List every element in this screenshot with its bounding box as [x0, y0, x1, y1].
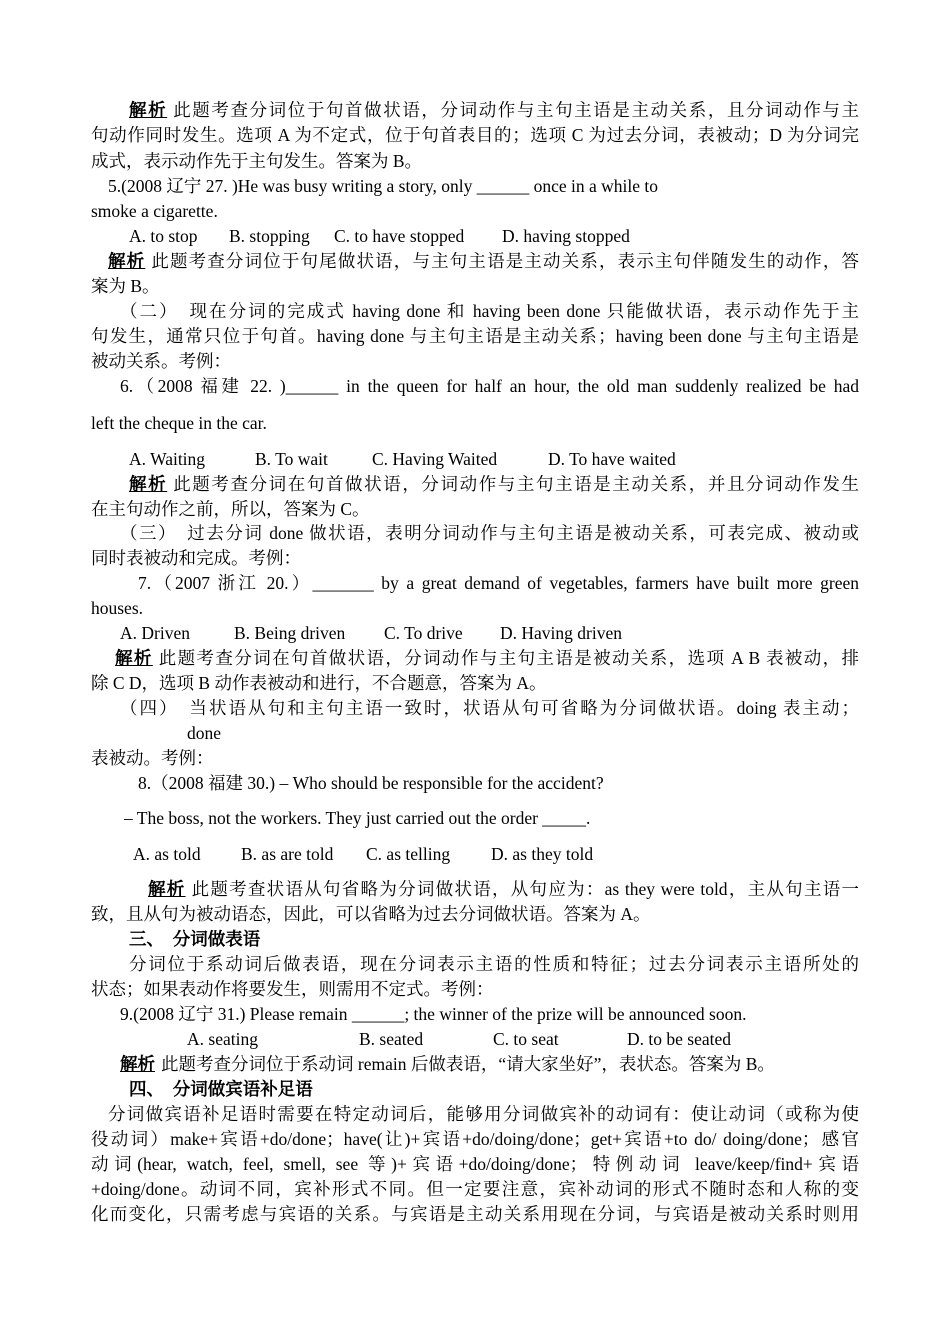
option: A. Waiting: [129, 449, 206, 469]
option: B. Being driven: [234, 623, 346, 643]
option: B. stopping: [229, 226, 310, 246]
question-options: [187, 1027, 731, 1051]
text-line: 在主句动作之前，所以，答案为 C。: [91, 499, 370, 519]
analysis-paragraph: 解析 此题考查分词在句首做状语，分词动作与主句主语是被动关系，选项 A B 表被动，排: [115, 648, 860, 668]
analysis-paragraph: 解析 此题考查分词在句首做状语，分词动作与主句主语是主动关系，并且分词动作发生: [129, 474, 860, 494]
text-line: 化而变化，只需考虑与宾语的关系。与宾语是主动关系用现在分词，与宾语是被动关系时则用: [91, 1204, 859, 1224]
text-line: 成式，表示动作先于主句发生。答案为 B。: [91, 151, 423, 171]
text-line: 除 C D，选项 B 动作表被动和进行，不合题意，答案为 A。: [91, 673, 547, 693]
question-stem: 5.(2008 辽宁 27. )He was busy writing a story, only ______ once in a while to: [108, 176, 659, 196]
option: C. to have stopped: [334, 226, 465, 246]
text-line: 分词位于系动词后做表语，现在分词表示主语的性质和特征；过去分词表示主语所处的: [129, 954, 859, 974]
question-stem: 9.(2008 辽宁 31.) Please remain ______; the winner of the prize will be announced soon.: [120, 1004, 747, 1024]
question-stem: 6.（2008 福建 22. )______ in the queen for half an hour, the old man suddenly realized be had: [120, 376, 859, 396]
analysis-label: 解析: [120, 1054, 155, 1074]
text-line: 表被动。考例：: [91, 748, 214, 768]
analysis-label: 解析: [108, 251, 146, 271]
text-line: 被动关系。考例：: [91, 351, 231, 371]
question-options: [129, 447, 676, 471]
question-options: [120, 621, 622, 645]
option: C. to seat: [493, 1029, 559, 1049]
section-heading: 四、 分词做宾语补足语: [129, 1079, 313, 1099]
option: C. Having Waited: [372, 449, 498, 469]
text-line: 动词(hear, watch, feel, smell, see 等)+宾语+do/doing/done；特例动词 leave/keep/find+宾语: [91, 1154, 859, 1174]
question-stem: smoke a cigarette.: [91, 201, 218, 221]
text-line: 分词做宾语补足语时需要在特定动词后，能够用分词做宾补的动词有：使让动词（或称为使: [108, 1104, 859, 1124]
text-line: 案为 B。: [91, 276, 160, 296]
analysis-label: 解析: [129, 474, 168, 494]
text-line: done: [187, 723, 222, 743]
analysis-paragraph: 解析 此题考查状语从句省略为分词做状语，从句应为：as they were told，主从句主语一: [148, 879, 859, 899]
option: D. to be seated: [627, 1029, 731, 1049]
text-line: +doing/done。动词不同，宾补形式不同。但一定要注意，宾补动词的形式不随时态和人称的变: [91, 1179, 859, 1199]
question-stem: – The boss, not the workers. They just carried out the order _____.: [124, 808, 591, 828]
section-heading: 三、 分词做表语: [129, 929, 261, 949]
section-line: （二） 现在分词的完成式 having done 和 having been done 只能做状语，表示动作先于主: [120, 301, 859, 321]
text-line: 状态；如果表动作将要发生，则需用不定式。考例：: [91, 979, 494, 999]
analysis-label: 解析: [148, 879, 186, 899]
option: B. as are told: [241, 844, 334, 864]
analysis-paragraph: 解析 此题考查分词位于句尾做状语，与主句主语是主动关系，表示主句伴随发生的动作，答: [108, 251, 860, 271]
text-line: 致，且从句为被动语态，因此，可以省略为过去分词做状语。答案为 A。: [91, 904, 651, 924]
option: C. To drive: [384, 623, 463, 643]
option: C. as telling: [366, 844, 451, 864]
question-stem: left the cheque in the car.: [91, 413, 267, 433]
option: A. to stop: [129, 226, 198, 246]
analysis-label: 解析: [115, 648, 153, 668]
analysis-paragraph: 解析 此题考查分词位于系动词 remain 后做表语，“请大家坐好”，表状态。答案为 B。: [120, 1054, 775, 1074]
section-line: （三） 过去分词 done 做状语，表明分词动作与主句主语是被动关系，可表完成、被动或: [120, 523, 859, 543]
question-stem: 7.（2007 浙江 20.）_______ by a great demand of vegetables, farmers have built more green: [138, 573, 859, 593]
option: A. as told: [133, 844, 201, 864]
option: D. Having driven: [500, 623, 622, 643]
option: D. as they told: [491, 844, 594, 864]
text-line: 同时表被动和完成。考例：: [91, 548, 301, 568]
text-line: 役动词）make+宾语+do/done；have(让)+宾语+do/doing/done；get+宾语+to do/ doing/done；感官: [91, 1129, 859, 1149]
question-options: [133, 842, 593, 866]
option: A. Driven: [120, 623, 190, 643]
option: D. having stopped: [502, 226, 630, 246]
question-stem: 8.（2008 福建 30.) – Who should be responsible for the accident?: [138, 773, 604, 793]
analysis-paragraph: 解析 此题考查分词位于句首做状语，分词动作与主句主语是主动关系，且分词动作与主: [129, 100, 860, 120]
option: D. To have waited: [548, 449, 676, 469]
text-line: 句动作同时发生。选项 A 为不定式，位于句首表目的；选项 C 为过去分词，表被动；D 为分词完: [91, 125, 859, 145]
question-options: [129, 224, 630, 248]
text-line: 句发生，通常只位于句首。having done 与主句主语是主动关系；having been done 与主句主语是: [91, 326, 859, 346]
analysis-label: 解析: [129, 100, 168, 120]
section-line: （四） 当状语从句和主句主语一致时，状语从句可省略为分词做状语。doing 表主动；: [120, 698, 859, 718]
option: A. seating: [187, 1029, 258, 1049]
option: B. seated: [359, 1029, 424, 1049]
option: B. To wait: [255, 449, 328, 469]
question-stem: houses.: [91, 598, 144, 618]
